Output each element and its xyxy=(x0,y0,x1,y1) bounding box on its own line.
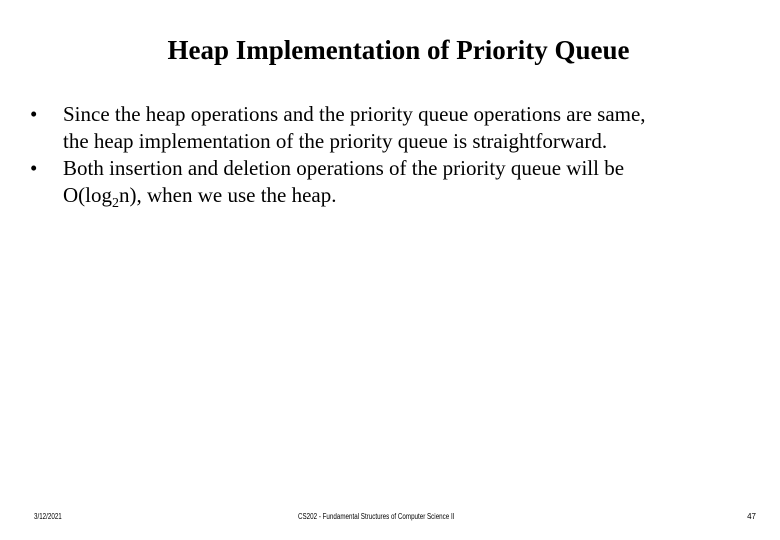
slide-title: Heap Implementation of Priority Queue xyxy=(167,35,630,65)
bullet-list xyxy=(30,101,770,217)
bullet-icon: • xyxy=(30,156,38,180)
footer-date: 3/12/2021 xyxy=(34,512,62,521)
bullet-text-line: Both insertion and deletion operations of the priority queue will be xyxy=(63,156,625,180)
complexity-suffix: n), when we use the heap. xyxy=(119,183,337,207)
bullet-text-line: the heap implementation of the priority queue is straightforward. xyxy=(63,129,608,153)
footer-course: CS202 - Fundamental Structures of Computer Science II xyxy=(298,512,455,521)
bullet-item xyxy=(30,155,770,217)
bullet-text-line xyxy=(63,182,770,217)
complexity-prefix: O(log xyxy=(63,183,112,207)
bullet-icon: • xyxy=(30,102,38,126)
log-base-subscript: 2 xyxy=(112,196,119,212)
footer-page-number: 47 xyxy=(747,512,756,521)
bullet-text-line: Since the heap operations and the priority queue operations are same, xyxy=(63,102,646,126)
bullet-item xyxy=(30,101,770,155)
